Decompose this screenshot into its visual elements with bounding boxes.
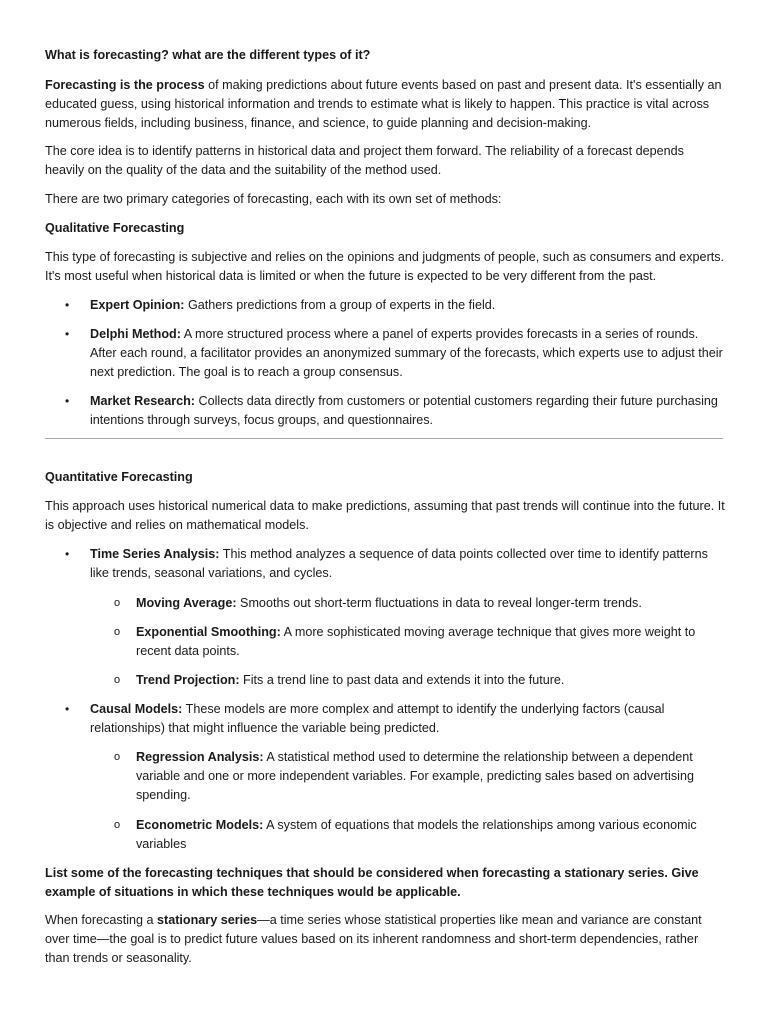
list-item-text: These models are more complex and attempt to identify the underlying factors (causal relationships) that might influence the variable being predicted. xyxy=(90,702,665,735)
question-1-heading: What is forecasting? what are the different types of it? xyxy=(45,48,371,62)
list-item xyxy=(65,545,725,583)
list-item-term: Expert Opinion: xyxy=(90,298,185,312)
sub-list-item-term: Econometric Models: xyxy=(136,818,264,832)
sub-list-item-term: Exponential Smoothing: xyxy=(136,625,281,639)
list-item-text: A more structured process where a panel of experts provides forecasts in a series of rounds. After each round, a facilitator provides an anonymized summary of the forecasts, which experts use to adjust their next prediction. The goal is to reach a group consensus. xyxy=(90,327,723,379)
list-item xyxy=(65,700,725,738)
qualitative-description: This type of forecasting is subjective and relies on the opinions and judgments of people, such as consumers and experts. It's most useful when historical data is limited or when the future is expected to be very different from the past. xyxy=(45,250,725,283)
bullet: • xyxy=(65,394,70,408)
horizontal-divider xyxy=(45,438,723,439)
question-2-heading: List some of the forecasting techniques that should be considered when forecasting a stationary series. Give example of situations in which these techniques would be applicable. xyxy=(45,866,699,899)
intro-paragraph xyxy=(45,76,725,133)
list-item xyxy=(65,325,725,382)
list-item-text: Gathers predictions from a group of experts in the field. xyxy=(184,298,496,312)
sub-bullet: o xyxy=(114,597,121,609)
list-item-term: Delphi Method: xyxy=(90,327,181,341)
bullet: • xyxy=(65,702,70,716)
sub-list-item-text: A statistical method used to determine the relationship between a dependent variable and one or more independent variables. For example, predicting sales based on advertising spending. xyxy=(136,750,694,802)
quantitative-description: This approach uses historical numerical data to make predictions, assuming that past trends will continue into the future. It is objective and relies on mathematical models. xyxy=(45,499,725,532)
sub-list-item xyxy=(114,623,725,661)
sub-list-item-term: Regression Analysis: xyxy=(136,750,264,764)
stationary-post: —a time series whose statistical properties like mean and variance are constant over time—the goal is to predict future values based on its inherent randomness and short-term dependencies, rather than trends or seasonality. xyxy=(45,913,702,965)
list-item-term: Market Research: xyxy=(90,394,195,408)
list-item-text: Collects data directly from customers or potential customers regarding their future purchasing intentions through surveys, focus groups, and questionnaires. xyxy=(90,394,718,427)
bullet: • xyxy=(65,298,70,312)
sub-bullet: o xyxy=(114,819,121,831)
bullet: • xyxy=(65,327,70,341)
sub-bullet: o xyxy=(114,751,121,763)
core-idea-paragraph: The core idea is to identify patterns in historical data and project them forward. The reliability of a forecast depends heavily on the quality of the data and the suitability of the method used. xyxy=(45,144,684,177)
sub-list-item-term: Trend Projection: xyxy=(136,673,240,687)
list-item xyxy=(65,392,725,430)
sub-list-item-text: Smooths out short-term fluctuations in data to reveal longer-term trends. xyxy=(236,596,642,610)
list-item-term: Time Series Analysis: xyxy=(90,547,220,561)
stationary-term: stationary series xyxy=(157,913,258,927)
sub-list-item xyxy=(114,816,725,854)
bullet: • xyxy=(65,547,70,561)
stationary-pre: When forecasting a xyxy=(45,913,158,927)
sub-list-item-term: Moving Average: xyxy=(136,596,237,610)
categories-intro: There are two primary categories of forecasting, each with its own set of methods: xyxy=(45,192,502,206)
sub-list-item-text: Fits a trend line to past data and extends it into the future. xyxy=(239,673,565,687)
sub-list-item-text: A more sophisticated moving average technique that gives more weight to recent data points. xyxy=(136,625,696,658)
sub-list-item xyxy=(114,748,725,805)
list-item xyxy=(65,296,725,315)
list-item-text: This method analyzes a sequence of data points collected over time to identify patterns like trends, seasonal variations, and cycles. xyxy=(90,547,708,580)
intro-lead: Forecasting is the process xyxy=(45,78,205,92)
sub-list-item xyxy=(114,671,725,690)
sub-bullet: o xyxy=(114,626,121,638)
quantitative-heading: Quantitative Forecasting xyxy=(45,470,193,484)
sub-list-item-text: A system of equations that models the relationships among various economic variables xyxy=(136,818,697,851)
stationary-series-paragraph xyxy=(45,911,725,968)
sub-list-item xyxy=(114,594,725,613)
intro-rest: of making predictions about future events based on past and present data. It's essentially an educated guess, using historical information and trends to estimate what is likely to happen. This practice is vital across numerous fields, including business, finance, and science, to guide planning and decision-making. xyxy=(45,78,722,130)
list-item-term: Causal Models: xyxy=(90,702,183,716)
sub-bullet: o xyxy=(114,674,121,686)
qualitative-heading: Qualitative Forecasting xyxy=(45,221,185,235)
